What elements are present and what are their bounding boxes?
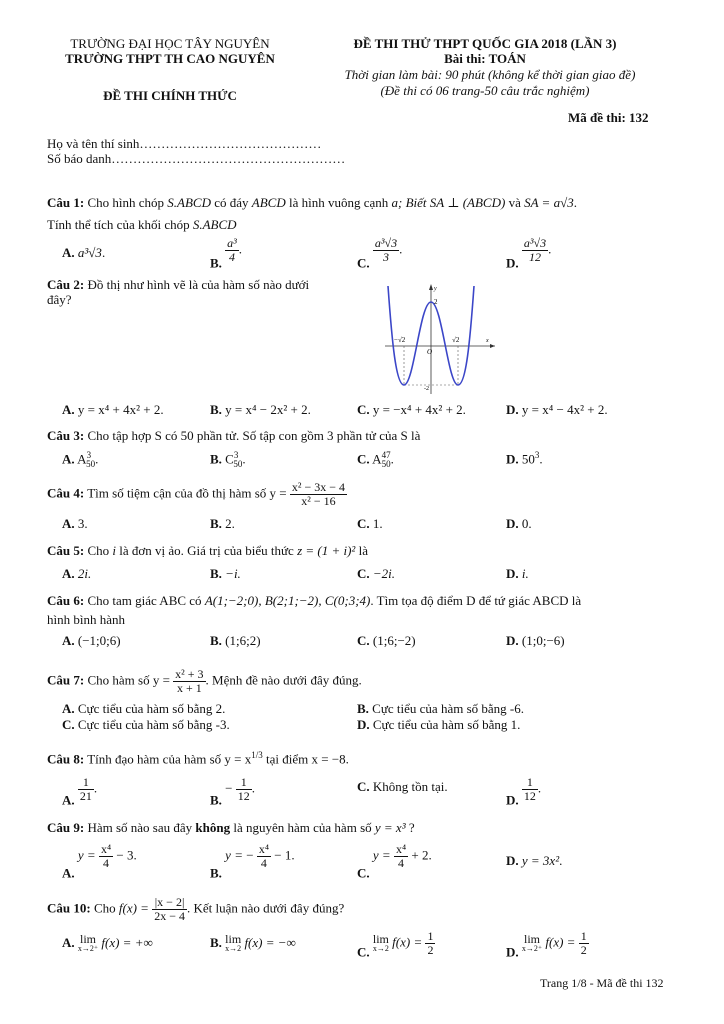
question-5: Câu 5: Cho i là đơn vị ảo. Giá trị của biểu thức z = (1 + i)² là	[47, 543, 368, 558]
q10-option-b[interactable]: B. lim x→2 f(x) = −∞	[210, 932, 296, 953]
q10-option-a[interactable]: A. lim x→2⁺ f(x) = +∞	[62, 932, 153, 953]
question-4: Câu 4: Tìm số tiệm cận của đồ thị hàm số y = $\frac{\text{x² − 3x − 4}}{\text{x² − 16}}$	[47, 480, 346, 508]
question-6-line2: hình bình hành	[47, 612, 125, 627]
q3-option-b[interactable]: B. $C^3_{50}$.	[210, 450, 246, 469]
q9-option-c[interactable]: C. y = $\frac{\text{x⁴}}{4}$ + 2.	[357, 842, 432, 881]
school-line-2: TRƯỜNG THPT TH CAO NGUYÊN	[65, 51, 275, 66]
q6-option-a[interactable]: A. (−1;0;6)	[62, 633, 121, 648]
exam-time: Thời gian làm bài: 90 phút (không kể thời gian giao đề)	[344, 67, 636, 82]
student-name-line: Họ và tên thí sinh……………………………………	[47, 136, 322, 151]
question-3: Câu 3: Cho tập hợp S có 50 phần tử. Số tập con gồm 3 phần tử của S là	[47, 428, 421, 443]
exam-code: Mã đề thi: 132	[568, 110, 649, 125]
q8-option-b[interactable]: B. − $\frac{1}{12}$ .	[210, 775, 256, 808]
q1-option-b[interactable]: B. $\frac{\text{a³}}{4}$ .	[210, 236, 243, 271]
svg-text:O: O	[427, 348, 433, 356]
question-6: Câu 6: Cho tam giác ABC có A(1;−2;0), B(2;1;−2), C(0;3;4). Tìm tọa độ điểm D để tứ giác ABCD là	[47, 593, 582, 608]
school-line-1: TRƯỜNG ĐẠI HỌC TÂY NGUYÊN	[70, 36, 270, 51]
function-graph	[380, 282, 500, 400]
question-1: Câu 1: Cho hình chóp S.ABCD có đáy ABCD là hình vuông cạnh a; Biết SA ⊥ (ABCD) và SA = a√3.	[47, 195, 577, 210]
q5-option-b[interactable]: B. −i.	[210, 566, 241, 581]
q10-option-c[interactable]: C. lim x→2 f(x) = $\frac{1}{2}$	[357, 929, 434, 960]
q7-option-a[interactable]: A. Cực tiểu của hàm số bằng 2.	[62, 701, 226, 716]
q5-option-d[interactable]: D. i.	[506, 566, 529, 581]
q4-option-d[interactable]: D. 0.	[506, 516, 532, 531]
q1-option-c[interactable]: C. $\frac{\text{a³√3}}{3}$ .	[357, 236, 403, 271]
question-9: Câu 9: Hàm số nào sau đây không là nguyên hàm của hàm số y = x³ ?	[47, 820, 415, 835]
exam-pages: (Đề thi có 06 trang-50 câu trắc nghiệm)	[380, 83, 590, 98]
question-10: Câu 10: Cho f(x) = $\frac{|x - 2|}{2x - 4}$ . Kết luận nào dưới đây đúng?	[47, 895, 345, 923]
q1-option-a[interactable]: A. a³√3.	[62, 245, 106, 260]
page-footer: Trang 1/8 - Mã đề thi 132	[540, 976, 664, 990]
question-7: Câu 7: Cho hàm số y = $\frac{\text{x² + 3}}{x + 1}$ . Mệnh đề nào dưới đây đúng.	[47, 667, 362, 695]
question-8: Câu 8: Tính đạo hàm của hàm số $y = x^{1/3}$ tại điểm x = −8.	[47, 750, 349, 767]
q6-option-c[interactable]: C. (1;6;−2)	[357, 633, 416, 648]
student-id-line: Số báo danh………………………………………………	[47, 151, 346, 166]
q9-option-b[interactable]: B. y = − $\frac{\text{x⁴}}{4}$ − 1.	[210, 842, 295, 881]
svg-text:−√2: −√2	[394, 336, 406, 344]
q3-option-c[interactable]: C. $A^{47}_{50}$.	[357, 450, 394, 469]
q1-option-d[interactable]: D. $\frac{\text{a³√3}}{12}$ .	[506, 236, 552, 271]
q2-option-a[interactable]: A. y = x⁴ + 4x² + 2.	[62, 402, 164, 417]
q7-option-c[interactable]: C. Cực tiểu của hàm số bằng -3.	[62, 717, 230, 732]
q5-option-c[interactable]: C. −2i.	[357, 566, 396, 581]
q7-option-b[interactable]: B. Cực tiểu của hàm số bằng -6.	[357, 701, 524, 716]
q2-option-b[interactable]: B. y = x⁴ − 2x² + 2.	[210, 402, 311, 417]
q3-option-a[interactable]: A. $A^3_{50}$.	[62, 450, 99, 469]
q4-option-c[interactable]: C. 1.	[357, 516, 383, 531]
q4-option-b[interactable]: B. 2.	[210, 516, 235, 531]
q9-option-d[interactable]: D. y = 3x².	[506, 853, 563, 868]
q2-option-d[interactable]: D. y = x⁴ − 4x² + 2.	[506, 402, 608, 417]
svg-text:-2: -2	[424, 386, 429, 392]
q7-option-d[interactable]: D. Cực tiểu của hàm số bằng 1.	[357, 717, 521, 732]
q6-option-d[interactable]: D. (1;0;−6)	[506, 633, 565, 648]
exam-subject: Bài thi: TOÁN	[444, 51, 526, 66]
svg-text:y: y	[434, 286, 437, 292]
q8-option-a[interactable]: A. $\frac{1}{21}$ .	[62, 775, 98, 808]
q8-option-d[interactable]: D. $\frac{1}{12}$ .	[506, 775, 542, 808]
q4-option-a[interactable]: A. 3.	[62, 516, 88, 531]
question-2-line2: đây?	[47, 292, 72, 307]
question-1-line2: Tính thể tích của khối chóp S.ABCD	[47, 217, 237, 232]
question-label: Câu 1:	[47, 195, 85, 210]
svg-text:x: x	[486, 338, 489, 344]
q2-option-c[interactable]: C. y = −x⁴ + 4x² + 2.	[357, 402, 466, 417]
q6-option-b[interactable]: B. (1;6;2)	[210, 633, 261, 648]
q5-option-a[interactable]: A. 2i.	[62, 566, 92, 581]
q8-option-c[interactable]: C. Không tồn tại.	[357, 779, 448, 794]
q3-option-d[interactable]: D. $50^3$.	[506, 450, 543, 467]
q9-option-a[interactable]: A. y = $\frac{\text{x⁴}}{4}$ − 3.	[62, 842, 137, 881]
question-2: Câu 2: Đồ thị như hình vẽ là của hàm số nào dưới	[47, 277, 310, 292]
svg-text:√2: √2	[452, 336, 460, 344]
q10-option-d[interactable]: D. lim x→2⁺ f(x) = $\frac{1}{2}$	[506, 929, 587, 960]
svg-text:2: 2	[434, 298, 438, 306]
exam-title: ĐỀ THI THỬ THPT QUỐC GIA 2018 (LẦN 3)	[353, 36, 617, 51]
official-label: ĐỀ THI CHÍNH THỨC	[103, 88, 237, 103]
